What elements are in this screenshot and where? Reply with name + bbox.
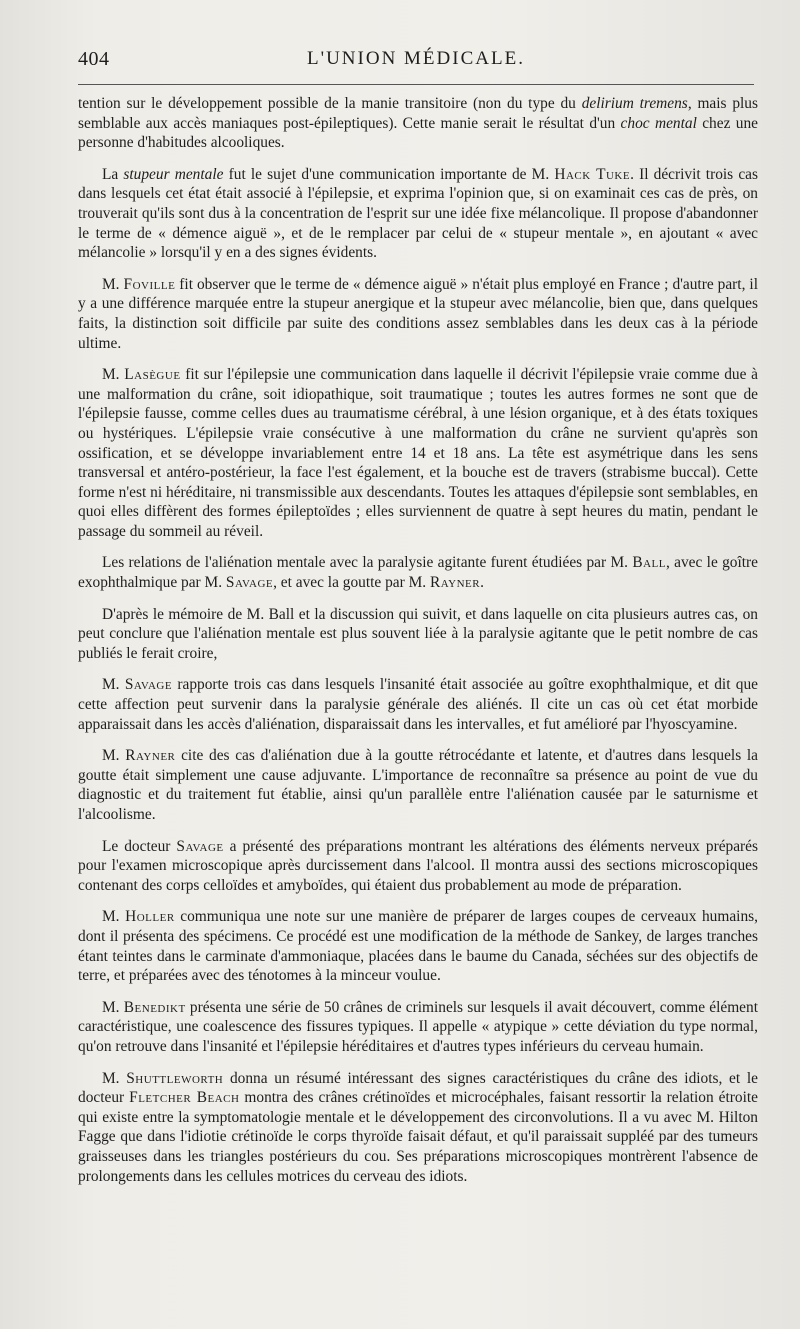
italic-text: stupeur mentale — [123, 165, 224, 183]
person-name: Fletcher Beach — [129, 1089, 240, 1107]
person-name: Benedikt — [123, 998, 186, 1016]
person-name: Rayner — [125, 747, 176, 765]
paragraph — [78, 553, 758, 592]
paragraph — [78, 907, 758, 985]
person-name: Foville — [123, 275, 176, 293]
person-name: Holler — [125, 908, 175, 926]
page-number: 404 — [78, 48, 110, 70]
page-header — [78, 48, 754, 82]
text-run: D'après le mémoire de M. Ball et la discussion qui suivit, et dans laquelle on cita plusieurs autres cas, on peut conclure que l'aliénation mentale est plus souvent liée à la paralysie agitante que le petit nombre de cas publiés le ferait croire, — [78, 605, 758, 662]
paragraph — [78, 165, 758, 263]
text-run: M. — [102, 275, 124, 293]
text-run: a présenté des préparations montrant les altérations des éléments nerveux préparés pour l'examen microscopique après durcissement dans l'alcool. Il montra aussi des sections microscopiques contenant des corps celloïdes et amyboïdes, qui étaient dus probablement au mode de préparation. — [78, 837, 759, 894]
text-run: . — [480, 574, 484, 592]
text-run: fit sur l'épilepsie une communication dans laquelle il décrivit l'épilepsie vraie comme due à une malformation du crâne, soit idiopathique, soit traumatique ; toutes les autres formes ne sont que de l'épilepsie fausse, comme celles dues au traumatisme cérébral, à une lésion organique, et à des états toxiques ou hystériques. L'épilepsie vraie consécutive à une malformation du crâne ne survient qu'après son ossification, et se développe invariablement entre 14 et 18 ans. La tête est asymétrique dans les sens transversal et antéro-postérieur, la face l'est également, et la bouche est de travers (strabisme buccal). Cette forme n'est ni héréditaire, ni transmissible aux descendants. Toutes les attaques d'épilepsie sont semblables, en quoi elles diffèrent des formes épileptoïdes ; elles surviennent de quatre à sept heures du matin, pendant le passage du sommeil au réveil. — [78, 366, 758, 540]
paragraph — [78, 365, 758, 541]
person-name: Savage — [176, 837, 224, 855]
text-run: M. — [102, 1069, 127, 1087]
paragraph — [78, 837, 758, 896]
text-run: , avec le goître exophthalmique par M. — [78, 554, 758, 592]
text-run: communiqua une note sur une manière de préparer de larges coupes de cerveaux humains, dont il présenta des spécimens. Ce procédé est une modification de la méthode de Sankey, de larges tranches étant teintes dans le carminate d'ammoniaque, placées dans le baume du Canada, séchées sur des objectifs de terre, et préparées avec des ténotomes à la minceur voulue. — [78, 908, 758, 985]
body-text — [78, 94, 758, 1198]
paragraph — [78, 94, 758, 153]
text-run: chez une personne d'habitudes alcooliques. — [78, 114, 758, 152]
person-name: Shuttleworth — [126, 1069, 224, 1087]
text-run: cite des cas d'aliénation due à la goutte rétrocédante et latente, et d'autres dans lesquels la goutte était simplement une cause adjuvante. L'importance de reconnaître sa présence au point de vue du diagnostic et du traitement fut établie, ainsi qu'un parallèle entre l'aliénation causée par le saturnisme et l'alcoolisme. — [78, 747, 758, 823]
text-run: rapporte trois cas dans lesquels l'insanité était associée au goître exophthalmique, et dit que cette affection peut survenir dans la paralysie générale des aliénés. Il cite un cas où cet état morbide apparaissait dans les accès d'aliénation, disparaissait dans les intervalles, et fut amélioré par l'hyoscyamine. — [78, 676, 758, 733]
text-run: , mais plus semblable aux accès maniaques post-épileptiques). Cette manie serait le résultat d'un — [78, 95, 758, 132]
italic-text: choc mental — [620, 114, 697, 132]
running-title: L'UNION MÉDICALE. — [307, 48, 525, 69]
text-run: Les relations de l'aliénation mentale avec la paralysie agitante furent étudiées par M. — [102, 554, 633, 572]
person-name: Savage — [124, 676, 173, 694]
paragraph — [78, 746, 758, 824]
person-name: Ball — [632, 554, 666, 572]
paragraph — [78, 605, 758, 664]
person-name: Savage — [225, 574, 274, 592]
text-run: , et avec la goutte par M. — [273, 574, 430, 592]
paragraph — [78, 998, 758, 1057]
paragraph — [78, 1069, 758, 1187]
text-run: Le docteur — [102, 837, 177, 855]
text-run: fit observer que le terme de « démence aiguë » n'était plus employé en France ; d'autre part, il y a une différence marquée entre la stupeur anergique et la stupeur avec mélancolie, bien que, dans quelques faits, la distinction soit difficile par suite des conditions assez semblables dans les deux cas à la période ultime. — [78, 275, 758, 352]
text-run: tention sur le développement possible de la manie transitoire (non du type du — [78, 95, 582, 112]
text-run: M. — [102, 747, 126, 765]
paragraph — [78, 275, 758, 353]
text-run: . Il décrivit trois cas dans lesquels cet état était associé à l'épilepsie, et exprima l'opinion que, si on examinait ces cas de près, on trouverait qu'ils sont dus à la concentration de l'esprit sur une idée fixe mélancolique. Il propose d'abandonner le terme de « démence aiguë », et de le remplacer par celui de « stupeur mentale », en ajoutant « avec mélancolie » lorsqu'il y en a des signes évidents. — [78, 165, 758, 262]
text-run: fut le sujet d'une communication importante de M. — [223, 165, 555, 183]
italic-text: delirium tremens — [581, 95, 688, 112]
text-run: La — [102, 165, 124, 183]
person-name: Rayner — [429, 574, 481, 592]
text-run: M. — [102, 676, 125, 694]
header-rule — [78, 84, 754, 85]
person-name: Lasègue — [124, 366, 181, 384]
text-run: M. — [102, 908, 126, 926]
text-run: présenta une série de 50 crânes de criminels sur lesquels il avait découvert, comme élément caractéristique, une coalescence des fissures typiques. Il appelle « atypique » cette déviation du type normal, qu'on retrouve dans l'insanité et l'épilepsie héréditaires et d'autres types inférieurs du cerveau humain. — [78, 998, 758, 1055]
text-run: montra des crânes crétinoïdes et microcéphales, faisant ressortir la relation étroite qui existe entre la symptomatologie mentale et le développement des circonvolutions. Il a vu avec M. Hilton Fagge que dans l'idiotie crétinoïde le corps thyroïde faisait défaut, et qu'il paraissait suppléé par des tumeurs graisseuses dans les triangles postérieurs du cou. Ses préparations microscopiques montrèrent l'absence de prolongements dans les cellules motrices du cerveau des idiots. — [78, 1089, 758, 1185]
text-run: M. — [102, 366, 125, 384]
paragraph — [78, 675, 758, 734]
person-name: Hack Tuke — [554, 165, 631, 183]
text-run: M. — [102, 998, 124, 1016]
text-run: donna un résumé intéressant des signes caractéristiques du crâne des idiots, et le docteur — [78, 1069, 758, 1107]
